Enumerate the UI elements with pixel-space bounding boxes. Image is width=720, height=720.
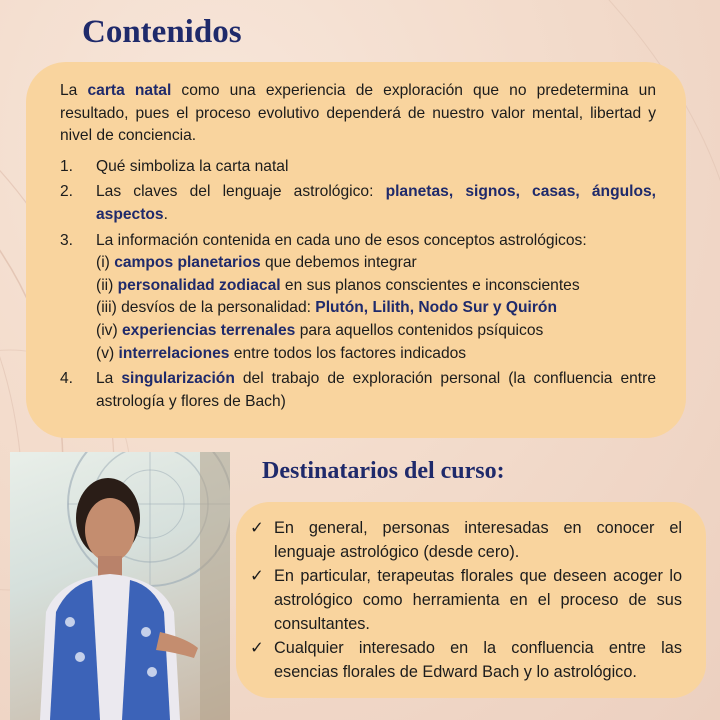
list-number: 2. (60, 183, 74, 201)
list-item-text: Qué simboliza la carta natal (96, 157, 289, 175)
list-item-text: La (96, 370, 122, 388)
sub-item-ii: (ii) personalidad zodiacal en sus planos conscientes e inconscientes (96, 276, 580, 294)
sub-item-iii: (iii) desvíos de la personalidad: Plutón, Lilith, Nodo Sur y Quirón (96, 299, 557, 317)
presenter-photo (10, 452, 230, 720)
sub-item-iv: (iv) experiencias terrenales para aquellos contenidos psíquicos (96, 321, 544, 339)
list-number: 3. (60, 231, 74, 249)
list-number: 1. (60, 157, 74, 175)
intro-paragraph (60, 80, 656, 148)
list-item-2 (60, 181, 656, 226)
list-item-1 (60, 156, 656, 179)
list-item-highlight: planetas, signos, casas, ángulos, aspectos (96, 183, 656, 223)
list-item-4 (60, 368, 656, 413)
sub-item-i: (i) campos planetarios que debemos integrar (96, 254, 417, 272)
check-icon: ✓ (250, 639, 264, 657)
contenidos-box (26, 62, 686, 438)
destinatario-item (250, 636, 682, 684)
list-item-3 (60, 230, 656, 366)
list-item-text: La información contenida en cada uno de esos conceptos astrológicos: (96, 231, 587, 249)
destinatario-text: En general, personas interesadas en conocer el lenguaje astrológico (desde cero). (274, 519, 682, 561)
presenter-illustration (10, 452, 230, 720)
check-icon: ✓ (250, 567, 264, 585)
destinatarios-box (236, 502, 706, 698)
list-item-highlight: singularización (121, 370, 235, 388)
intro-text-after: como una experiencia de exploración que no predetermina un resultado, pues el proceso evolutivo dependerá de nuestro valor mental, libertad y nivel de conciencia. (60, 82, 657, 145)
list-item-text-end: del trabajo de exploración personal (la confluencia entre astrología y flores de Bach) (96, 370, 656, 410)
intro-highlight: carta natal (87, 82, 172, 99)
list-item-text-end: . (163, 205, 168, 223)
list-number: 4. (60, 370, 74, 388)
contenidos-list (60, 156, 656, 414)
destinatario-item (250, 516, 682, 564)
destinatario-text: En particular, terapeutas florales que deseen acoger lo astrológico como herramienta en el proceso de sus consultantes. (274, 567, 682, 633)
contenidos-title: Contenidos (82, 14, 242, 50)
sub-item-v: (v) interrelaciones entre todos los factores indicados (96, 344, 467, 362)
destinatarios-list (250, 516, 682, 684)
destinatarios-title: Destinatarios del curso: (262, 458, 505, 484)
check-icon: ✓ (250, 519, 264, 537)
destinatario-text: Cualquier interesado en la confluencia entre las esencias florales de Edward Bach y lo astrológico. (274, 639, 682, 681)
destinatario-item (250, 564, 682, 636)
intro-text-before: La (60, 82, 88, 99)
list-item-text: Las claves del lenguaje astrológico: (96, 183, 386, 201)
